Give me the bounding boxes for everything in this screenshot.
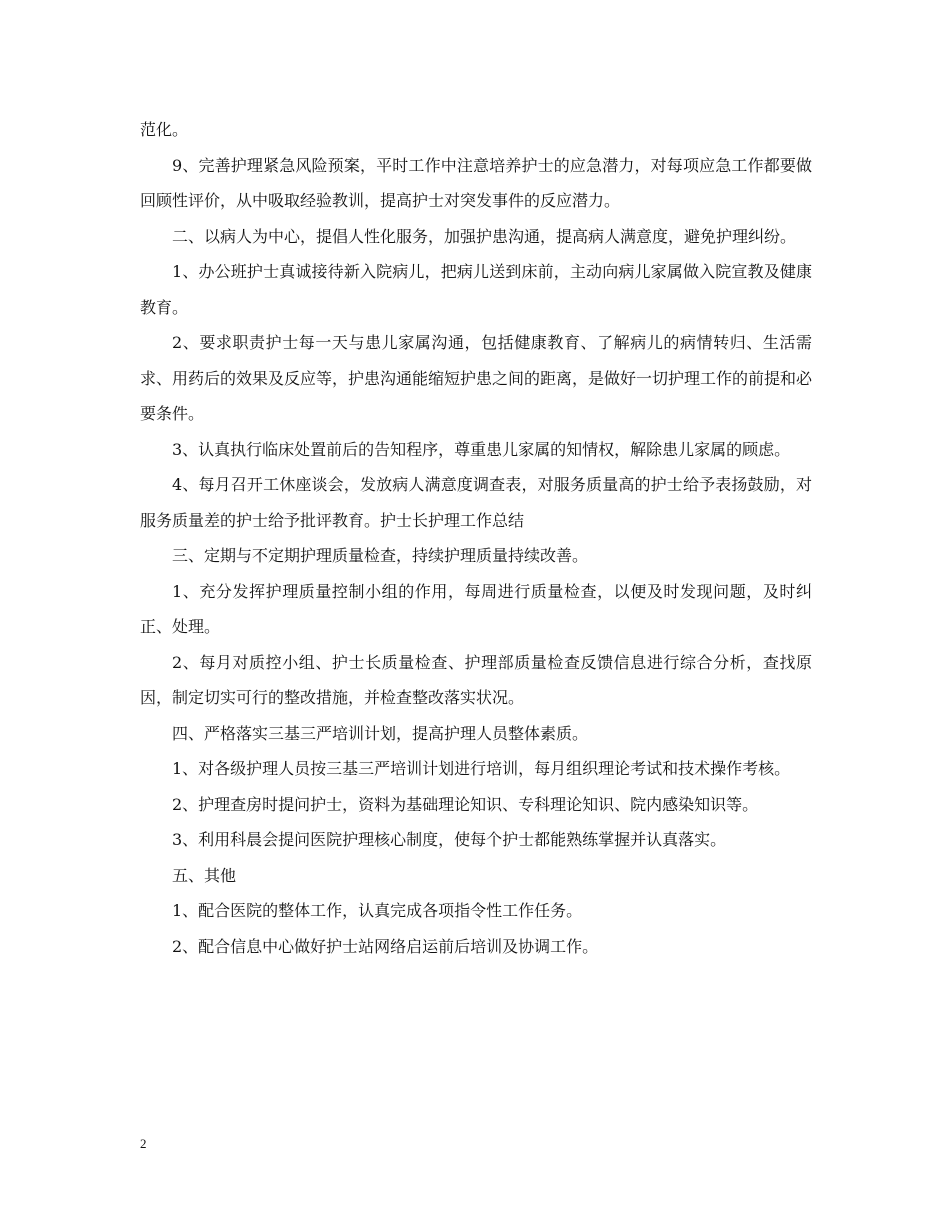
paragraph-item: 2、每月对质控小组、护士长质量检查、护理部质量检查反馈信息进行综合分析，查找原因，制定切实可行的整改措施，并检查整改落实状况。: [140, 652, 812, 707]
paragraph-continuation: 范化。: [140, 120, 189, 139]
page-number: 2: [140, 1136, 147, 1151]
section-heading-4: 四、严格落实三基三严培训计划，提高护理人员整体素质。: [172, 723, 589, 743]
paragraph-item: 1、对各级护理人员按三基三严培训计划进行培训，每月组织理论考试和技术操作考核。: [172, 759, 791, 778]
paragraph-item: 2、配合信息中心做好护士站网络启运前后培训及协调工作。: [172, 936, 599, 956]
paragraph-item-9: 9、完善护理紧急风险预案，平时工作中注意培养护士的应急潜力，对每项应急工作都要做回顾性评价，从中吸取经验教训，提高护士对突发事件的反应潜力。: [140, 155, 812, 210]
paragraph-item: 2、要求职责护士每一天与患儿家属沟通，包括健康教育、了解病儿的病情转归、生活需求、用药后的效果及反应等，护患沟通能缩短护患之间的距离，是做好一切护理工作的前提和必要条件。: [140, 333, 813, 423]
section-heading-3: 三、定期与不定期护理质量检查，持续护理质量持续改善。: [172, 546, 589, 565]
paragraph-item: 4、每月召开工休座谈会，发放病人满意度调查表，对服务质量高的护士给予表扬鼓励，对服务质量差的护士给予批评教育。护士长护理工作总结: [140, 475, 812, 530]
paragraph-item: 3、认真执行临床处置前后的告知程序，尊重患儿家属的知情权，解除患儿家属的顾虑。: [172, 439, 791, 459]
paragraph-item: 2、护理查房时提问护士，资料为基础理论知识、专科理论知识、院内感染知识等。: [172, 794, 759, 814]
section-heading-2: 二、以病人为中心，提倡人性化服务，加强护患沟通，提高病人满意度，避免护理纠纷。: [172, 226, 797, 246]
paragraph-item: 3、利用科晨会提问医院护理核心制度，使每个护士都能熟练掌握并认真落实。: [172, 830, 727, 849]
paragraph-item: 1、办公班护士真诚接待新入院病儿，把病儿送到床前，主动向病儿家属做入院宣教及健康教育。: [140, 262, 812, 317]
paragraph-item: 1、充分发挥护理质量控制小组的作用，每周进行质量检查，以便及时发现问题，及时纠正、处理。: [140, 581, 812, 636]
section-heading-5: 五、其他: [172, 865, 237, 885]
paragraph-item: 1、配合医院的整体工作，认真完成各项指令性工作任务。: [172, 901, 583, 920]
document-body: [140, 112, 812, 964]
